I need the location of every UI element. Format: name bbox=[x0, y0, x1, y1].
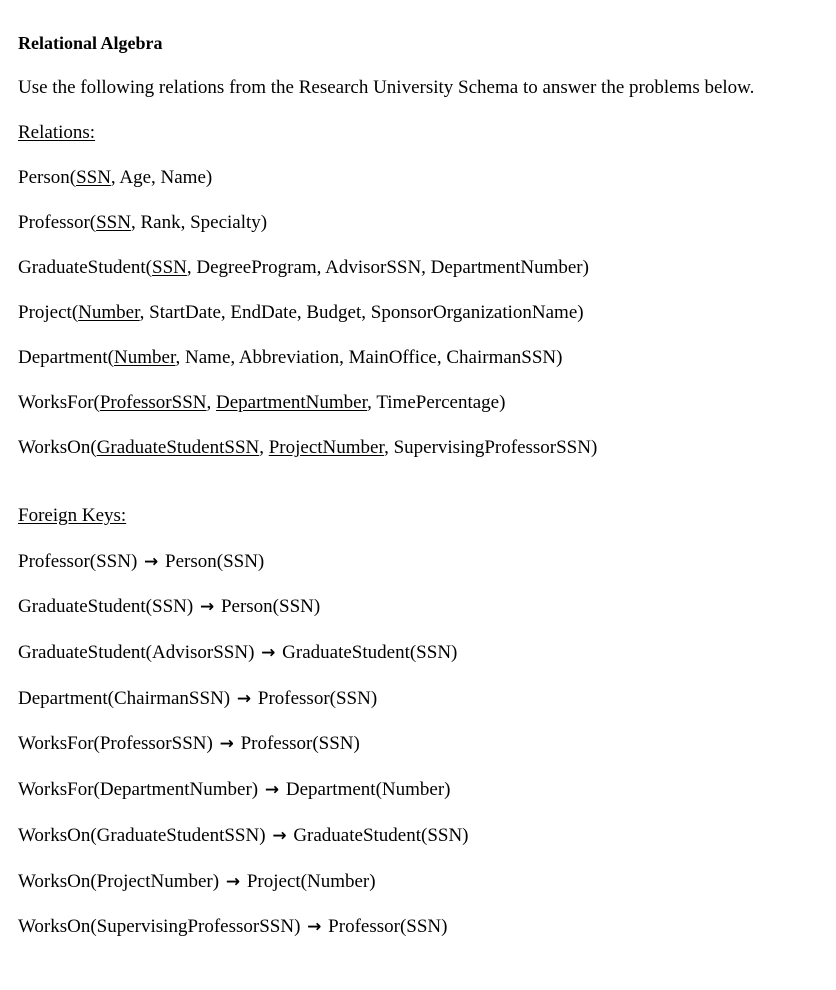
arrow-right-icon: → bbox=[307, 917, 322, 937]
foreign-key-line bbox=[18, 732, 360, 756]
relation-attributes: , Age, Name) bbox=[110, 167, 213, 188]
foreign-key-to: Person(SSN) bbox=[220, 596, 321, 617]
relation-name: WorksFor( bbox=[18, 392, 100, 413]
relation-attributes: , DegreeProgram, AdvisorSSN, DepartmentNumber) bbox=[186, 257, 589, 278]
primary-key-attribute: GraduateStudentSSN bbox=[96, 437, 260, 458]
foreign-keys-heading: Foreign Keys: bbox=[18, 505, 127, 526]
relation-name: Department( bbox=[18, 347, 115, 368]
foreign-key-line bbox=[18, 641, 457, 665]
relation-line bbox=[18, 346, 562, 370]
foreign-key-from: GraduateStudent(AdvisorSSN) bbox=[18, 642, 255, 663]
relation-name: GraduateStudent( bbox=[18, 257, 153, 278]
arrow-right-icon: → bbox=[199, 597, 215, 617]
foreign-key-to: Department(Number) bbox=[285, 779, 451, 800]
arrow-right-icon: → bbox=[272, 826, 287, 846]
foreign-key-line bbox=[18, 870, 376, 894]
relation-attributes: , Rank, Specialty) bbox=[130, 212, 268, 233]
foreign-key-line bbox=[18, 824, 469, 848]
foreign-key-to: Project(Number) bbox=[246, 871, 376, 892]
arrow-right-icon: → bbox=[219, 734, 234, 754]
foreign-key-from: WorksOn(SupervisingProfessorSSN) bbox=[18, 916, 301, 937]
relation-name: Project( bbox=[18, 302, 79, 323]
arrow-right-icon: → bbox=[236, 689, 252, 709]
primary-key-attribute: SSN bbox=[76, 167, 111, 188]
page-title: Relational Algebra bbox=[18, 33, 163, 53]
arrow-right-icon: → bbox=[225, 872, 241, 892]
relation-line bbox=[18, 166, 212, 190]
foreign-key-from: GraduateStudent(SSN) bbox=[18, 596, 194, 617]
relation-name: Professor( bbox=[18, 212, 97, 233]
relation-line bbox=[18, 211, 267, 235]
relation-attributes: , Name, Abbreviation, MainOffice, ChairmanSSN) bbox=[175, 347, 563, 368]
relation-attributes: , SupervisingProfessorSSN) bbox=[384, 437, 598, 458]
foreign-key-from: Professor(SSN) bbox=[18, 551, 138, 572]
primary-key-attribute: Number bbox=[114, 347, 176, 368]
primary-key-attribute: ProjectNumber bbox=[268, 437, 385, 458]
foreign-key-from: WorksFor(DepartmentNumber) bbox=[18, 779, 259, 800]
relation-line bbox=[18, 301, 584, 325]
arrow-right-icon: → bbox=[144, 552, 159, 572]
relation-attributes: , bbox=[206, 392, 216, 413]
foreign-key-line bbox=[18, 778, 451, 802]
relation-attributes: , bbox=[259, 437, 269, 458]
foreign-key-to: GraduateStudent(SSN) bbox=[282, 642, 458, 663]
arrow-right-icon: → bbox=[264, 780, 280, 800]
relation-name: WorksOn( bbox=[18, 437, 97, 458]
primary-key-attribute: Number bbox=[78, 302, 140, 323]
foreign-key-from: WorksOn(GraduateStudentSSN) bbox=[18, 825, 266, 846]
foreign-key-to: Professor(SSN) bbox=[240, 733, 360, 754]
relation-line bbox=[18, 256, 589, 280]
foreign-key-to: GraduateStudent(SSN) bbox=[293, 825, 469, 846]
relation-line bbox=[18, 391, 505, 415]
foreign-key-from: Department(ChairmanSSN) bbox=[18, 688, 231, 709]
relation-attributes: , StartDate, EndDate, Budget, SponsorOrganizationName) bbox=[139, 302, 584, 323]
primary-key-attribute: ProfessorSSN bbox=[99, 392, 207, 413]
primary-key-attribute: DepartmentNumber bbox=[215, 392, 368, 413]
relation-name: Person( bbox=[18, 167, 77, 188]
foreign-key-from: WorksFor(ProfessorSSN) bbox=[18, 733, 213, 754]
foreign-key-line bbox=[18, 595, 320, 619]
foreign-key-to: Professor(SSN) bbox=[257, 688, 378, 709]
relation-line bbox=[18, 436, 597, 460]
primary-key-attribute: SSN bbox=[96, 212, 131, 233]
foreign-key-line bbox=[18, 915, 447, 939]
primary-key-attribute: SSN bbox=[152, 257, 187, 278]
foreign-key-line bbox=[18, 687, 377, 711]
foreign-key-from: WorksOn(ProjectNumber) bbox=[18, 871, 220, 892]
relation-attributes: , TimePercentage) bbox=[367, 392, 506, 413]
arrow-right-icon: → bbox=[261, 643, 276, 663]
intro-text: Use the following relations from the Research University Schema to answer the problems below. bbox=[18, 77, 755, 98]
relations-heading: Relations: bbox=[18, 122, 96, 143]
foreign-key-to: Person(SSN) bbox=[165, 551, 265, 572]
foreign-key-line bbox=[18, 550, 264, 574]
foreign-key-to: Professor(SSN) bbox=[328, 916, 448, 937]
